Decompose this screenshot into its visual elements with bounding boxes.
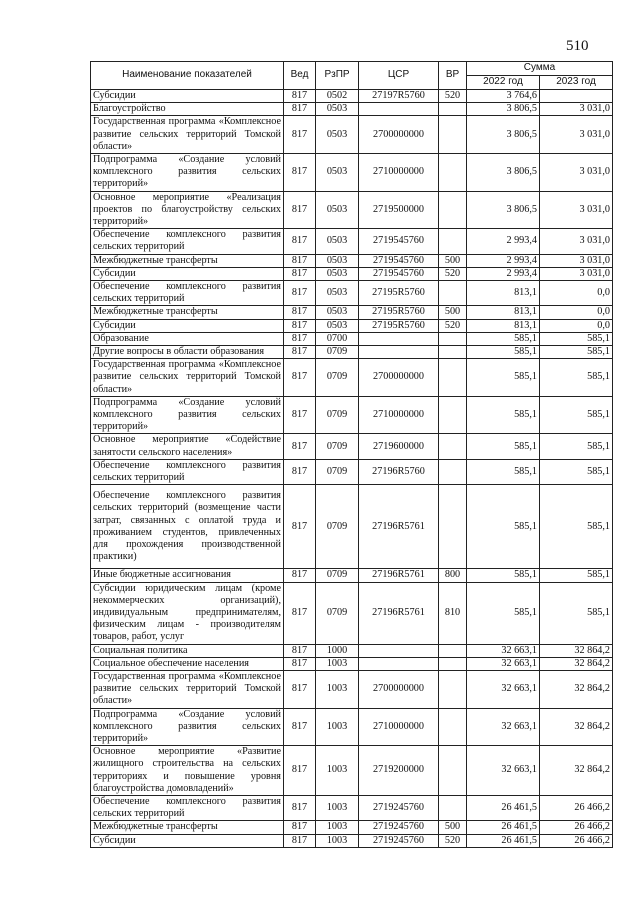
- cell-csr: 27196R5761: [359, 582, 439, 644]
- header-rzpr: РзПР: [316, 62, 359, 90]
- cell-vr: [439, 434, 467, 459]
- cell-name: Субсидии: [91, 90, 284, 103]
- cell-csr: 27195R5760: [359, 281, 439, 306]
- cell-vr: 500: [439, 306, 467, 319]
- cell-y2023: 0,0: [540, 281, 613, 306]
- cell-y2022: 3 806,5: [467, 191, 540, 229]
- cell-vr: [439, 346, 467, 359]
- cell-csr: 2719545760: [359, 267, 439, 280]
- cell-y2022: 3 764,6: [467, 90, 540, 103]
- cell-y2023: 585,1: [540, 434, 613, 459]
- cell-csr: 2700000000: [359, 359, 439, 397]
- cell-rzpr: 0709: [316, 459, 359, 484]
- cell-ved: 817: [284, 332, 316, 345]
- cell-rzpr: 0709: [316, 569, 359, 582]
- cell-ved: 817: [284, 670, 316, 708]
- cell-y2023: 585,1: [540, 396, 613, 434]
- table-row: [91, 359, 613, 397]
- cell-y2022: 3 806,5: [467, 116, 540, 154]
- cell-vr: [439, 396, 467, 434]
- cell-csr: 27195R5760: [359, 306, 439, 319]
- cell-vr: 800: [439, 569, 467, 582]
- cell-rzpr: 0503: [316, 281, 359, 306]
- header-name: Наименование показателей: [91, 62, 284, 90]
- cell-y2023: 585,1: [540, 569, 613, 582]
- cell-ved: 817: [284, 795, 316, 820]
- cell-vr: 520: [439, 90, 467, 103]
- cell-csr: 2710000000: [359, 708, 439, 746]
- cell-vr: [439, 644, 467, 657]
- cell-rzpr: 0503: [316, 267, 359, 280]
- header-vr: ВР: [439, 62, 467, 90]
- table-row: [91, 332, 613, 345]
- cell-ved: 817: [284, 306, 316, 319]
- cell-vr: [439, 459, 467, 484]
- cell-rzpr: 0709: [316, 346, 359, 359]
- cell-csr: 2719600000: [359, 434, 439, 459]
- table-row: [91, 281, 613, 306]
- cell-vr: [439, 746, 467, 796]
- cell-vr: [439, 795, 467, 820]
- cell-csr: [359, 103, 439, 116]
- header-ved: Вед: [284, 62, 316, 90]
- cell-name: Подпрограмма «Создание условий комплексного развития сельских территорий»: [91, 154, 284, 192]
- cell-name: Основное мероприятие «Содействие занятости сельского населения»: [91, 434, 284, 459]
- cell-vr: [439, 670, 467, 708]
- table-row: [91, 485, 613, 569]
- cell-y2022: 2 993,4: [467, 229, 540, 254]
- cell-ved: 817: [284, 396, 316, 434]
- table-row: [91, 821, 613, 834]
- cell-rzpr: 0503: [316, 191, 359, 229]
- cell-y2022: 2 993,4: [467, 254, 540, 267]
- cell-rzpr: 1003: [316, 795, 359, 820]
- cell-vr: [439, 103, 467, 116]
- table-row: [91, 267, 613, 280]
- cell-rzpr: 0709: [316, 359, 359, 397]
- table-row: [91, 306, 613, 319]
- cell-ved: 817: [284, 459, 316, 484]
- cell-ved: 817: [284, 821, 316, 834]
- cell-ved: 817: [284, 708, 316, 746]
- cell-y2022: 2 993,4: [467, 267, 540, 280]
- table-row: [91, 657, 613, 670]
- table-row: [91, 116, 613, 154]
- cell-ved: 817: [284, 834, 316, 847]
- table-row: [91, 708, 613, 746]
- cell-csr: 27196R5761: [359, 485, 439, 569]
- cell-vr: 520: [439, 834, 467, 847]
- cell-csr: [359, 644, 439, 657]
- cell-y2022: 585,1: [467, 569, 540, 582]
- cell-name: Субсидии: [91, 319, 284, 332]
- cell-y2022: 32 663,1: [467, 670, 540, 708]
- cell-y2023: [540, 90, 613, 103]
- cell-csr: [359, 346, 439, 359]
- cell-rzpr: 1003: [316, 834, 359, 847]
- cell-vr: [439, 332, 467, 345]
- cell-vr: [439, 229, 467, 254]
- cell-csr: 2719500000: [359, 191, 439, 229]
- cell-y2022: 32 663,1: [467, 708, 540, 746]
- cell-rzpr: 1003: [316, 657, 359, 670]
- cell-y2023: 585,1: [540, 485, 613, 569]
- cell-y2023: 3 031,0: [540, 154, 613, 192]
- cell-y2023: 3 031,0: [540, 103, 613, 116]
- cell-name: Основное мероприятие «Развитие жилищного строительства на сельских территориях и повышение уровня благоустройства домовладений»: [91, 746, 284, 796]
- cell-y2022: 585,1: [467, 434, 540, 459]
- cell-name: Межбюджетные трансферты: [91, 821, 284, 834]
- cell-rzpr: 0503: [316, 103, 359, 116]
- cell-csr: 27195R5760: [359, 319, 439, 332]
- cell-name: Обеспечение комплексного развития сельских территорий: [91, 229, 284, 254]
- cell-rzpr: 0503: [316, 319, 359, 332]
- cell-vr: 500: [439, 821, 467, 834]
- cell-y2023: 26 466,2: [540, 834, 613, 847]
- cell-name: Обеспечение комплексного развития сельских территорий (возмещение части затрат, связанных с оплатой труда и проживанием студентов, привлеченных для прохождения производственной практики): [91, 485, 284, 569]
- header-sum: Сумма: [467, 62, 613, 76]
- cell-name: Государственная программа «Комплексное развитие сельских территорий Томской области»: [91, 116, 284, 154]
- table-row: [91, 582, 613, 644]
- cell-vr: [439, 708, 467, 746]
- cell-y2022: 585,1: [467, 582, 540, 644]
- cell-csr: 2719245760: [359, 834, 439, 847]
- cell-csr: 27196R5761: [359, 569, 439, 582]
- cell-vr: [439, 359, 467, 397]
- cell-rzpr: 0709: [316, 396, 359, 434]
- cell-vr: [439, 657, 467, 670]
- cell-rzpr: 1003: [316, 708, 359, 746]
- cell-ved: 817: [284, 746, 316, 796]
- cell-y2023: 0,0: [540, 306, 613, 319]
- table-row: [91, 569, 613, 582]
- cell-rzpr: 0503: [316, 116, 359, 154]
- cell-y2023: 585,1: [540, 346, 613, 359]
- cell-name: Государственная программа «Комплексное развитие сельских территорий Томской области»: [91, 359, 284, 397]
- cell-y2022: 32 663,1: [467, 644, 540, 657]
- cell-y2023: 585,1: [540, 582, 613, 644]
- table-row: [91, 795, 613, 820]
- cell-name: Основное мероприятие «Реализация проектов по благоустройству сельских территорий»: [91, 191, 284, 229]
- cell-name: Подпрограмма «Создание условий комплексного развития сельских территорий»: [91, 396, 284, 434]
- cell-vr: [439, 485, 467, 569]
- table-row: [91, 434, 613, 459]
- cell-rzpr: 0700: [316, 332, 359, 345]
- header-csr: ЦСР: [359, 62, 439, 90]
- cell-rzpr: 1003: [316, 670, 359, 708]
- cell-name: Благоустройство: [91, 103, 284, 116]
- cell-ved: 817: [284, 657, 316, 670]
- cell-rzpr: 0503: [316, 229, 359, 254]
- cell-name: Субсидии: [91, 267, 284, 280]
- table-row: [91, 834, 613, 847]
- cell-y2022: 585,1: [467, 485, 540, 569]
- cell-name: Подпрограмма «Создание условий комплексного развития сельских территорий»: [91, 708, 284, 746]
- cell-y2022: 3 806,5: [467, 103, 540, 116]
- table-row: [91, 644, 613, 657]
- cell-name: Социальная политика: [91, 644, 284, 657]
- cell-y2022: 813,1: [467, 281, 540, 306]
- cell-y2022: 26 461,5: [467, 821, 540, 834]
- cell-y2023: 26 466,2: [540, 821, 613, 834]
- table-row: [91, 746, 613, 796]
- cell-y2022: 26 461,5: [467, 834, 540, 847]
- cell-ved: 817: [284, 103, 316, 116]
- cell-rzpr: 0503: [316, 154, 359, 192]
- cell-ved: 817: [284, 229, 316, 254]
- cell-y2023: 585,1: [540, 459, 613, 484]
- cell-y2023: 585,1: [540, 332, 613, 345]
- cell-name: Социальное обеспечение населения: [91, 657, 284, 670]
- cell-name: Иные бюджетные ассигнования: [91, 569, 284, 582]
- cell-ved: 817: [284, 191, 316, 229]
- cell-csr: 2719545760: [359, 254, 439, 267]
- header-year-2023: 2023 год: [540, 76, 613, 90]
- cell-name: Обеспечение комплексного развития сельских территорий: [91, 795, 284, 820]
- cell-csr: 2719245760: [359, 795, 439, 820]
- table-row: [91, 670, 613, 708]
- cell-rzpr: 0503: [316, 254, 359, 267]
- cell-y2022: 585,1: [467, 346, 540, 359]
- table-row: [91, 103, 613, 116]
- cell-y2023: 32 864,2: [540, 708, 613, 746]
- cell-y2023: 26 466,2: [540, 795, 613, 820]
- cell-y2022: 813,1: [467, 306, 540, 319]
- cell-csr: 2719545760: [359, 229, 439, 254]
- cell-csr: 2719245760: [359, 821, 439, 834]
- cell-rzpr: 0709: [316, 582, 359, 644]
- cell-y2023: 32 864,2: [540, 670, 613, 708]
- cell-ved: 817: [284, 281, 316, 306]
- cell-vr: 520: [439, 319, 467, 332]
- cell-csr: [359, 657, 439, 670]
- cell-name: Субсидии: [91, 834, 284, 847]
- cell-y2022: 32 663,1: [467, 657, 540, 670]
- cell-y2023: 32 864,2: [540, 644, 613, 657]
- cell-y2023: 585,1: [540, 359, 613, 397]
- cell-ved: 817: [284, 434, 316, 459]
- cell-rzpr: 1003: [316, 746, 359, 796]
- cell-ved: 817: [284, 346, 316, 359]
- cell-name: Государственная программа «Комплексное развитие сельских территорий Томской области»: [91, 670, 284, 708]
- cell-csr: 27197R5760: [359, 90, 439, 103]
- cell-csr: 2719200000: [359, 746, 439, 796]
- table-row: [91, 396, 613, 434]
- cell-ved: 817: [284, 116, 316, 154]
- cell-name: Межбюджетные трансферты: [91, 306, 284, 319]
- cell-name: Обеспечение комплексного развития сельских территорий: [91, 281, 284, 306]
- cell-ved: 817: [284, 644, 316, 657]
- table-row: [91, 229, 613, 254]
- cell-ved: 817: [284, 485, 316, 569]
- cell-ved: 817: [284, 154, 316, 192]
- table-row: [91, 191, 613, 229]
- table-row: [91, 319, 613, 332]
- budget-table: [90, 61, 613, 848]
- cell-y2022: 585,1: [467, 396, 540, 434]
- cell-y2022: 3 806,5: [467, 154, 540, 192]
- header-year-2022: 2022 год: [467, 76, 540, 90]
- cell-vr: [439, 116, 467, 154]
- cell-rzpr: 0709: [316, 434, 359, 459]
- cell-ved: 817: [284, 582, 316, 644]
- cell-vr: 810: [439, 582, 467, 644]
- cell-vr: 520: [439, 267, 467, 280]
- table-row: [91, 254, 613, 267]
- cell-y2023: 3 031,0: [540, 229, 613, 254]
- cell-ved: 817: [284, 569, 316, 582]
- cell-y2023: 3 031,0: [540, 254, 613, 267]
- cell-vr: [439, 191, 467, 229]
- table-row: [91, 459, 613, 484]
- cell-y2023: 3 031,0: [540, 191, 613, 229]
- cell-rzpr: 0503: [316, 306, 359, 319]
- cell-rzpr: 1003: [316, 821, 359, 834]
- cell-ved: 817: [284, 319, 316, 332]
- cell-y2023: 0,0: [540, 319, 613, 332]
- cell-csr: 2710000000: [359, 154, 439, 192]
- cell-csr: 2710000000: [359, 396, 439, 434]
- cell-vr: [439, 154, 467, 192]
- cell-y2023: 3 031,0: [540, 267, 613, 280]
- cell-name: Обеспечение комплексного развития сельских территорий: [91, 459, 284, 484]
- table-row: [91, 346, 613, 359]
- cell-name: Другие вопросы в области образования: [91, 346, 284, 359]
- cell-csr: 2700000000: [359, 670, 439, 708]
- cell-ved: 817: [284, 267, 316, 280]
- cell-y2022: 813,1: [467, 319, 540, 332]
- cell-y2023: 32 864,2: [540, 657, 613, 670]
- cell-csr: 2700000000: [359, 116, 439, 154]
- cell-ved: 817: [284, 90, 316, 103]
- cell-name: Субсидии юридическим лицам (кроме некоммерческих организаций), индивидуальным предпринимателям, физическим лицам - производителям товаров, работ, услуг: [91, 582, 284, 644]
- cell-y2022: 32 663,1: [467, 746, 540, 796]
- cell-vr: 500: [439, 254, 467, 267]
- cell-rzpr: 0709: [316, 485, 359, 569]
- table-row: [91, 90, 613, 103]
- cell-ved: 817: [284, 254, 316, 267]
- cell-y2022: 585,1: [467, 359, 540, 397]
- table-body: [91, 90, 613, 848]
- cell-y2022: 585,1: [467, 459, 540, 484]
- cell-name: Межбюджетные трансферты: [91, 254, 284, 267]
- cell-y2023: 3 031,0: [540, 116, 613, 154]
- cell-y2023: 32 864,2: [540, 746, 613, 796]
- cell-csr: [359, 332, 439, 345]
- cell-name: Образование: [91, 332, 284, 345]
- table-row: [91, 154, 613, 192]
- cell-rzpr: 0502: [316, 90, 359, 103]
- cell-rzpr: 1000: [316, 644, 359, 657]
- cell-ved: 817: [284, 359, 316, 397]
- page-number: 510: [566, 38, 589, 54]
- cell-csr: 27196R5760: [359, 459, 439, 484]
- cell-y2022: 26 461,5: [467, 795, 540, 820]
- cell-y2022: 585,1: [467, 332, 540, 345]
- cell-vr: [439, 281, 467, 306]
